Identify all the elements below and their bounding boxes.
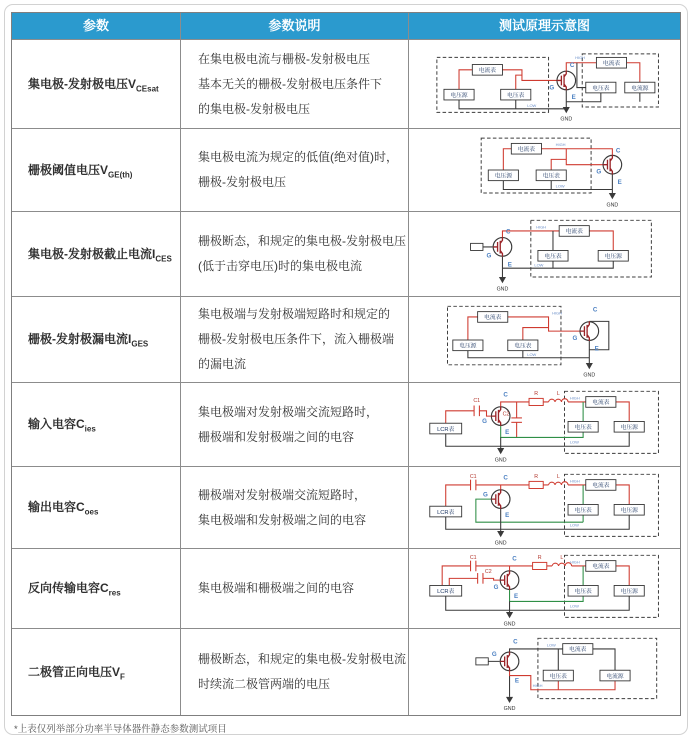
table-row <box>12 466 680 548</box>
emitter-terminal-label: E <box>504 428 509 436</box>
igbt-icon <box>500 652 519 672</box>
gnd-label: GND <box>503 620 515 627</box>
ammeter-label: 电流表 <box>565 229 583 236</box>
table-row <box>12 628 680 715</box>
voltmeter-label: 电压表 <box>573 588 592 595</box>
collector-terminal-label: C <box>512 638 518 646</box>
voltmeter-label: 电压表 <box>543 253 562 260</box>
low-label: LOW <box>569 522 579 528</box>
description-line: 的集电极-发射极电压 <box>198 101 310 116</box>
gate-terminal-label: G <box>571 334 577 342</box>
high-label: HIGH <box>532 683 543 689</box>
schematic-cell <box>408 467 680 548</box>
lcr-meter-label: LCR表 <box>436 509 454 516</box>
lcr-meter-label: LCR表 <box>436 426 454 433</box>
vf-test-schematic <box>413 633 677 711</box>
low-label: LOW <box>526 103 536 109</box>
l-label: L <box>556 473 560 480</box>
ammeter-box <box>585 479 615 490</box>
param-name: 反向传输电容C <box>28 581 109 596</box>
lcr-meter-label: LCR表 <box>436 588 454 595</box>
gnd-label: GND <box>494 539 507 546</box>
gate-terminal-label: G <box>486 252 491 260</box>
c2-label: C2 <box>502 410 509 417</box>
l-label: L <box>559 554 563 561</box>
emitter-terminal-label: E <box>504 511 509 519</box>
voltage-source-box <box>614 585 644 596</box>
emitter-terminal-label: E <box>571 94 576 102</box>
description-cell <box>180 40 408 128</box>
ammeter-box <box>559 226 589 237</box>
cies-test-schematic <box>413 386 677 464</box>
emitter-terminal-label: E <box>594 345 599 353</box>
description-line: 栅极-发射极电压 <box>198 175 286 189</box>
description-line: 在集电极电流与栅极-发射极电压 <box>198 51 370 66</box>
low-label: LOW <box>569 603 579 609</box>
igbt-icon <box>491 489 510 509</box>
resistor <box>529 481 543 488</box>
ammeter-box <box>585 396 615 407</box>
voltmeter-box <box>507 340 537 351</box>
gnd-icon <box>506 697 513 703</box>
description-cell <box>180 212 408 296</box>
igbt-icon <box>493 237 512 257</box>
gnd-icon <box>608 193 615 199</box>
high-label: HIGH <box>555 142 566 148</box>
description-line: 时续流二极管两端的电压 <box>198 677 331 691</box>
table-row <box>12 382 680 466</box>
high-label: HIGH <box>551 309 562 315</box>
gnd-label: GND <box>605 202 618 209</box>
current-source-box <box>599 670 629 681</box>
ammeter-label: 电流表 <box>591 482 609 489</box>
voltage-source-label: 电压源 <box>604 253 622 260</box>
param-name: 二极管正向电压V <box>28 664 121 679</box>
gnd-label: GND <box>582 371 595 378</box>
coes-test-schematic <box>413 469 677 547</box>
schematic-cell <box>408 383 680 466</box>
gnd-label: GND <box>559 116 572 123</box>
ammeter-box <box>477 311 507 322</box>
voltmeter-box <box>568 421 598 432</box>
schematic-cell <box>408 40 680 128</box>
param-subscript: GES <box>131 339 149 349</box>
header-parameter: 参数 <box>82 18 109 33</box>
gate-terminal-label: G <box>481 417 487 425</box>
ammeter-label: 电流表 <box>591 399 609 406</box>
lcr-meter-box <box>429 585 461 596</box>
gnd-label: GND <box>494 456 507 463</box>
iges-test-schematic <box>413 301 677 379</box>
current-source-label: 电流源 <box>605 673 624 680</box>
table-row <box>12 211 680 296</box>
voltage-source-label: 电压源 <box>620 424 638 431</box>
description-line: 集电极端对发射极端交流短路时， <box>198 404 379 419</box>
gate-short-plug <box>470 243 482 250</box>
low-label: LOW <box>526 351 536 357</box>
voltmeter-label: 电压表 <box>506 92 524 99</box>
gate-terminal-label: G <box>491 651 497 659</box>
description-line: 栅极断态，和规定的集电极-发射极电压 <box>198 234 406 248</box>
gate-terminal-label: G <box>595 168 601 176</box>
r-label: R <box>533 473 538 480</box>
param-subscript: CEsat <box>136 84 159 94</box>
igbt-icon <box>580 321 599 341</box>
table-row <box>12 296 680 382</box>
low-label: LOW <box>555 183 565 189</box>
lcr-meter-box <box>429 506 461 517</box>
ammeter-box <box>596 57 626 68</box>
description-line: (低于击穿电压)时的集电极电流 <box>198 259 362 273</box>
ammeter-label: 电流表 <box>602 60 620 67</box>
voltage-source-box <box>452 340 482 351</box>
param-cell <box>12 129 180 211</box>
voltage-source-label: 电压源 <box>449 92 468 99</box>
igbt-icon <box>556 71 575 91</box>
voltage-source-label: 电压源 <box>620 507 638 514</box>
schematic-cell <box>408 212 680 296</box>
gnd-icon <box>497 531 504 537</box>
l-label: L <box>556 390 560 397</box>
description-line: 集电极电流为规定的低值(绝对值)时， <box>198 150 398 164</box>
collector-terminal-label: C <box>511 555 517 563</box>
schematic-cell <box>408 129 680 211</box>
header-schematic: 测试原理示意图 <box>408 13 680 39</box>
param-name: 输出电容C <box>28 500 85 515</box>
description-cell <box>180 467 408 548</box>
gnd-icon <box>498 277 505 283</box>
param-cell <box>12 549 180 628</box>
c1-label: C1 <box>469 554 477 561</box>
vcesat-test-schematic <box>413 45 677 123</box>
description-cell <box>180 129 408 211</box>
voltmeter-box <box>568 585 598 596</box>
param-subscript: ies <box>84 424 96 434</box>
param-subscript: oes <box>84 507 99 517</box>
high-label: HIGH <box>535 224 546 230</box>
cres-test-schematic <box>413 550 677 628</box>
description-cell <box>180 629 408 715</box>
collector-terminal-label: C <box>569 62 574 70</box>
ammeter-label: 电流表 <box>568 647 586 654</box>
voltmeter-box <box>543 670 573 681</box>
lcr-meter-box <box>429 423 461 434</box>
resistor <box>532 562 546 569</box>
r-label: R <box>533 390 538 397</box>
description-line: 栅极-发射极电压条件下，流入栅极端 <box>198 332 394 346</box>
gate-terminal-label: G <box>493 583 498 591</box>
gnd-label: GND <box>503 706 515 711</box>
emitter-terminal-label: E <box>617 179 622 187</box>
collector-terminal-label: C <box>502 474 508 482</box>
voltage-source-box <box>443 89 473 100</box>
header-description: 参数说明 <box>180 13 408 39</box>
voltmeter-box <box>500 89 530 100</box>
voltmeter-label: 电压表 <box>591 85 609 92</box>
current-source-box <box>624 82 654 93</box>
voltmeter-box <box>536 170 566 181</box>
ammeter-label: 电流表 <box>517 146 535 153</box>
description-line: 集电极端和发射极端之间的电容 <box>198 512 367 527</box>
voltage-source-box <box>614 504 644 515</box>
voltmeter-label: 电压表 <box>513 343 531 350</box>
high-label: HIGH <box>574 55 585 61</box>
param-cell <box>12 467 180 548</box>
description-line: 的漏电流 <box>198 357 247 371</box>
param-name: 栅极-发射极漏电流I <box>28 332 132 347</box>
param-subscript: F <box>120 672 125 682</box>
description-cell <box>180 549 408 628</box>
gate-terminal-label: G <box>482 490 488 498</box>
ices-test-schematic <box>413 215 677 293</box>
description-cell <box>180 383 408 466</box>
voltmeter-box <box>585 82 615 93</box>
resistor <box>529 398 543 405</box>
param-cell <box>12 629 180 715</box>
param-name: 栅极阈值电压V <box>28 162 109 177</box>
collector-terminal-label: C <box>615 147 620 155</box>
ammeter-box <box>562 644 592 655</box>
voltage-source-box <box>598 250 628 261</box>
ammeter-box <box>511 143 541 154</box>
schematic-cell <box>408 549 680 628</box>
description-line: 栅极端对发射极端交流短路时， <box>198 487 367 502</box>
voltage-source-label: 电压源 <box>494 173 512 180</box>
schematic-cell <box>408 629 680 715</box>
ammeter-box <box>585 560 615 571</box>
voltmeter-label: 电压表 <box>573 507 592 514</box>
ammeter-label: 电流表 <box>478 68 496 75</box>
voltmeter-box <box>537 250 567 261</box>
param-name: 集电极-发射极截止电流I <box>28 246 156 261</box>
low-label: LOW <box>546 642 556 648</box>
voltmeter-label: 电压表 <box>542 173 560 180</box>
collector-terminal-label: C <box>592 306 597 314</box>
c2-label: C2 <box>484 568 492 575</box>
gnd-icon <box>562 107 569 113</box>
param-cell <box>12 212 180 296</box>
param-cell <box>12 383 180 466</box>
gnd-icon <box>585 363 592 369</box>
schematic-cell <box>408 297 680 382</box>
collector-terminal-label: C <box>505 228 510 236</box>
c1-label: C1 <box>472 397 480 404</box>
param-cell <box>12 40 180 128</box>
voltage-source-label: 电压源 <box>458 343 477 350</box>
table-row <box>12 39 680 128</box>
voltmeter-box <box>568 504 598 515</box>
ammeter-box <box>472 65 502 76</box>
description-line: 栅极端和发射极端之间的电容 <box>198 429 355 444</box>
parameter-table <box>11 12 681 716</box>
gate-short-plug <box>475 658 487 665</box>
gnd-icon <box>506 612 513 618</box>
gate-terminal-label: G <box>548 84 554 92</box>
c1-label: C1 <box>469 473 477 480</box>
voltage-source-label: 电压源 <box>620 588 638 595</box>
low-label: LOW <box>533 262 543 268</box>
emitter-terminal-label: E <box>514 677 519 685</box>
param-cell <box>12 297 180 382</box>
description-line: 栅极断态，和规定的集电极-发射极电流 <box>198 652 406 666</box>
param-name: 输入电容C <box>28 417 85 432</box>
content-frame <box>4 4 688 735</box>
emitter-terminal-label: E <box>513 592 518 600</box>
table-row <box>12 128 680 211</box>
vgeth-test-schematic <box>413 131 677 209</box>
collector-terminal-label: C <box>502 391 508 399</box>
param-subscript: res <box>108 588 121 598</box>
description-line: 基本无关的栅极-发射极电压条件下 <box>198 76 382 91</box>
voltage-source-box <box>488 170 518 181</box>
gnd-label: GND <box>496 286 508 293</box>
param-name: 集电极-发射极电压V <box>28 76 137 91</box>
low-label: LOW <box>569 439 579 445</box>
high-label: HIGH <box>569 558 580 564</box>
voltmeter-label: 电压表 <box>573 424 592 431</box>
emitter-terminal-label: E <box>507 261 512 269</box>
description-line: 集电极端和栅极端之间的电容 <box>198 581 355 595</box>
high-label: HIGH <box>569 394 580 400</box>
gnd-icon <box>497 448 504 454</box>
igbt-icon <box>500 570 519 590</box>
table-row <box>12 548 680 628</box>
ammeter-label: 电流表 <box>483 314 501 321</box>
r-label: R <box>537 554 542 561</box>
param-subscript: CES <box>155 254 172 264</box>
current-source-label: 电流源 <box>630 85 648 92</box>
footnote: *上表仅列举部分功率半导体器件静态参数测试项目 <box>14 724 227 735</box>
voltmeter-label: 电压表 <box>549 673 567 680</box>
param-subscript: GE(th) <box>108 170 133 180</box>
high-label: HIGH <box>569 477 580 483</box>
description-cell <box>180 297 408 382</box>
ammeter-label: 电流表 <box>591 563 609 570</box>
voltage-source-box <box>614 421 644 432</box>
table-header-row <box>12 13 680 39</box>
description-line: 集电极端与发射极端短路时和规定的 <box>198 307 391 321</box>
igbt-icon <box>603 155 622 175</box>
